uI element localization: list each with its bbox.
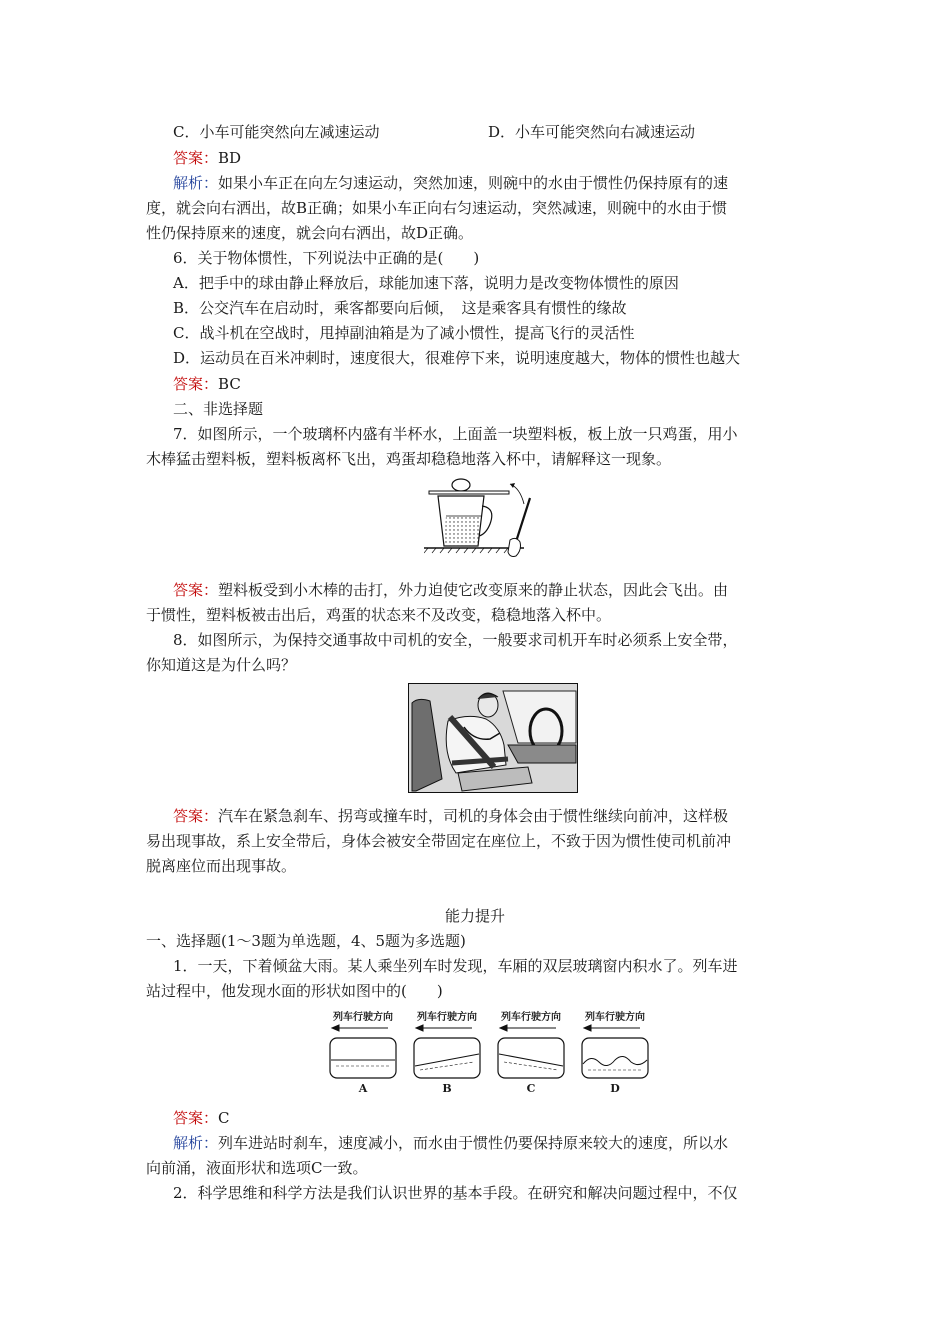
answer-value: BD [218, 149, 242, 167]
p1-line1: 1．一天，下着倾盆大雨。某人乘坐列车时发现，车厢的双层玻璃窗内积水了。列车进 [173, 957, 738, 975]
section-heading: 二、非选择题 [173, 400, 264, 418]
q5-analysis-line2: 度，就会向右洒出，故B正确；如果小车正向右匀速运动，突然减速，则碗中的水由于惯 [146, 199, 728, 217]
answer-text: 塑料板受到小木棒的击打，外力迫使它改变原来的静止状态，因此会飞出。由 [218, 581, 729, 599]
answer-label: 答案： [173, 807, 219, 825]
q6-answer [173, 374, 241, 394]
answer-label: 答案： [173, 581, 219, 599]
analysis-label: 解析： [173, 1134, 219, 1152]
q7-line1: 7．如图所示，一个玻璃杯内盛有半杯水，上面盖一块塑料板，板上放一只鸡蛋，用小 [173, 425, 738, 443]
figure-caption-b: 列车行驶方向 [417, 1012, 477, 1023]
analysis-text: 列车进站时刹车，速度减小，而水由于惯性仍要保持原来较大的速度，所以水 [218, 1134, 729, 1152]
q8-line1: 8．如图所示，为保持交通事故中司机的安全，一般要求司机开车时必须系上安全带， [173, 631, 738, 649]
answer-label: 答案： [173, 1109, 219, 1127]
p1-line2: 站过程中，他发现水面的形状如图中的( ) [146, 982, 443, 1000]
q6-option-d: D．运动员在百米冲刺时，速度很大，很难停下来，说明速度越大，物体的惯性也越大 [173, 349, 741, 367]
q6-option-c: C．战斗机在空战时，甩掉副油箱是为了减小惯性，提高飞行的灵活性 [173, 324, 635, 342]
p1-analysis-line1 [173, 1133, 728, 1153]
q8-line2: 你知道这是为什么吗？ [146, 656, 297, 674]
q7-line2: 木棒猛击塑料板，塑料板离杯飞出，鸡蛋却稳稳地落入杯中，请解释这一现象。 [146, 450, 672, 468]
answer-value: C [218, 1109, 230, 1127]
q6-option-b: B．公交汽车在启动时，乘客都要向后倾， 这是乘客具有惯性的缘故 [173, 299, 627, 317]
section-heading-choice: 一、选择题(1～3题为单选题，4、5题为多选题) [146, 932, 466, 950]
q6-option-a: A．把手中的球由静止释放后，球能加速下落，说明力是改变物体惯性的原因 [173, 274, 679, 292]
q8-answer-line3: 脱离座位而出现事故。 [146, 857, 297, 875]
figure-caption-c: 列车行驶方向 [501, 1012, 561, 1023]
q7-answer-line2: 于惯性，塑料板被击出后，鸡蛋的状态来不及改变，稳稳地落入杯中。 [146, 606, 612, 624]
figure-label-b: B [442, 1082, 452, 1095]
analysis-text: 如果小车正在向左匀速运动，突然加速，则碗中的水由于惯性仍保持原有的速 [218, 174, 729, 192]
answer-text: 汽车在紧急刹车、拐弯或撞车时，司机的身体会由于惯性继续向前冲，这样极 [218, 807, 729, 825]
option-c: C．小车可能突然向左减速运动 [173, 123, 380, 141]
p2-line1: 2．科学思维和科学方法是我们认识世界的基本手段。在研究和解决问题过程中，不仅 [173, 1184, 738, 1202]
driver-seatbelt-figure [408, 683, 578, 793]
figure-caption-a: 列车行驶方向 [333, 1012, 393, 1023]
figure-label-a: A [358, 1082, 368, 1095]
figure-caption-d: 列车行驶方向 [585, 1012, 645, 1023]
answer-value: BC [218, 375, 241, 393]
option-d: D．小车可能突然向右减速运动 [488, 123, 696, 141]
q8-answer-line1 [173, 806, 728, 826]
p1-analysis-line2: 向前涌，液面形状和选项C一致。 [146, 1159, 368, 1177]
q5-answer [173, 148, 241, 168]
answer-label: 答案： [173, 375, 219, 393]
p1-answer [173, 1108, 230, 1128]
q5-analysis-line1 [173, 173, 728, 193]
water-shape-figure [326, 1008, 662, 1096]
ability-title: 能力提升 [444, 907, 505, 925]
q7-answer-line1 [173, 580, 728, 600]
analysis-label: 解析： [173, 174, 219, 192]
figure-label-c: C [526, 1082, 536, 1095]
answer-label: 答案： [173, 149, 219, 167]
q6-stem: 6．关于物体惯性，下列说法中正确的是( ) [173, 249, 480, 267]
figure-label-d: D [610, 1082, 620, 1095]
q5-analysis-line3: 性仍保持原来的速度，就会向右洒出，故D正确。 [146, 224, 474, 242]
cup-egg-figure [424, 476, 532, 562]
q8-answer-line2: 易出现事故，系上安全带后，身体会被安全带固定在座位上，不致于因为惯性使司机前冲 [146, 832, 732, 850]
